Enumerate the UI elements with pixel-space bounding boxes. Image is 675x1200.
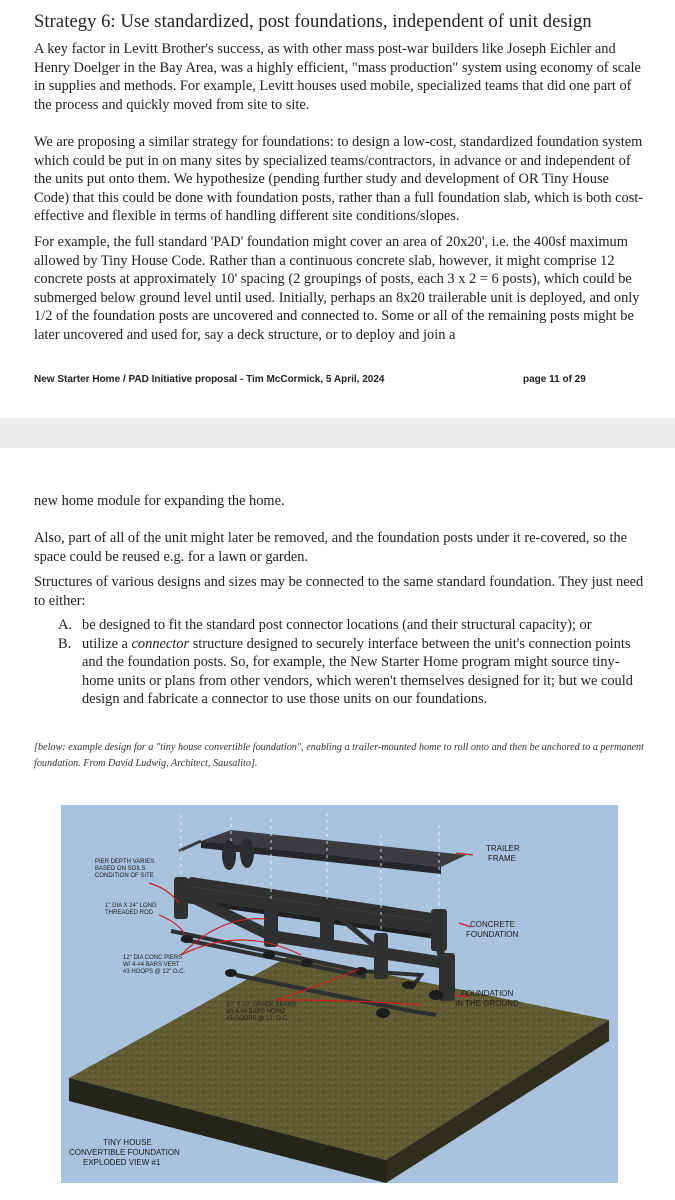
emphasis-connector: connector — [131, 635, 190, 652]
trailer-wheel — [222, 840, 236, 870]
foundation-diagram — [61, 805, 618, 1183]
list-marker: B. — [58, 635, 72, 652]
label-foundation-ground: FOUNDATION IN THE GROUND — [455, 989, 519, 1008]
list-item — [58, 635, 648, 709]
label-trailer-frame: TRAILER FRAME — [486, 844, 520, 863]
label-figure-title: TINY HOUSE CONVERTIBLE FOUNDATION EXPLODED VIEW #1 — [69, 1138, 180, 1167]
label-conc-piers: 12" DIA CONC PIERS W/ 4-#4 BARS VERT #3 HOOPS @ 12" O.C. — [123, 955, 186, 975]
document-page-11 — [0, 0, 675, 418]
list-item-text: be designed to fit the standard post connector locations (and their structural capacity); or — [82, 617, 592, 633]
list-item-text: utilize a connector structure designed to securely interface between the unit's connection points and the foundation posts. So, for example, the New Starter Home program might source tiny-home units or plans from other vendors, which weren't themselves designed for it; but we could design and fabricate a connector to use those units on our foundations. — [82, 635, 633, 707]
label-pier-depth: PIER DEPTH VARIES BASED ON SOILS CONDITION OF SITE — [95, 859, 155, 879]
requirements-list — [58, 616, 648, 709]
list-item — [58, 616, 648, 635]
paragraph-levitt: A key factor in Levitt Brother's success, as with other mass post-war builders like Joseph Eichler and Henry Doelger in the Bay Area, was a highly efficient, "mass production" system using economy of scale in supplies and methods. For example, Levitt houses used mobile, specialized teams that did one part of the process and quickly moved from site to site. — [34, 41, 641, 113]
footer-page-number: page 11 of 29 — [523, 374, 586, 385]
page-separator — [0, 418, 675, 448]
list-marker: A. — [58, 617, 72, 633]
paragraph-example: For example, the full standard 'PAD' foundation might cover an area of 20x20', i.e. the 400sf maximum allowed by Tiny House Code. Rather than a continuous concrete slab, however, it might comprise 12 concrete posts at approximately 10' spacing (2 groupings of posts, each 3 x 2 = 6 posts), which could be submerged below ground level until used. Initially, perhaps an 8x20 trailerable unit is deployed, and only 1/2 of the foundation posts are uncovered and connected to. Some or all of the remaining posts might be later uncovered and used for, say a deck structure, or to deploy and join a — [34, 234, 640, 343]
footer-title: New Starter Home / PAD Initiative proposal - Tim McCormick, 5 April, 2024 — [34, 374, 385, 385]
paragraph-continuation: new home module for expanding the home. — [34, 493, 285, 509]
paragraph-structures: Structures of various designs and sizes may be connected to the same standard foundation. They just need to either: — [34, 574, 644, 609]
paragraph-proposal: We are proposing a similar strategy for foundations: to design a low-cost, standardized foundation system which could be put in on many sites by specialized teams/contractors, in advance or and independent of the units put onto them. We hypothesize (pending further study and development of OR Tiny House Code) that this could be done with foundation posts, rather than a full foundation slab, which is both cost-effective and flexible in terms of handling different site conditions/slopes. — [34, 134, 644, 224]
label-threaded-rod: 1" DIA X 24" LONG THREADED ROD — [105, 903, 157, 916]
label-grade-beams: 10" X 10" GRADE BEAMS W/ 4-#4 BARS HORIZ #3 GOOPS @ 12" O.C. — [226, 1002, 297, 1022]
trailer-wheel — [240, 838, 254, 868]
section-title: Strategy 6: Use standardized, post foundations, independent of unit design — [34, 12, 592, 32]
figure-caption: [below: example design for a "tiny house convertible foundation", enabling a trailer-mounted home to roll onto and then be anchored to a permanent foundation. From David Ludwig, Architect, Sausalito]. — [34, 742, 644, 769]
paragraph-reuse: Also, part of all of the unit might later be removed, and the foundation posts under it re-covered, so the space could be reused e.g. for a lawn or garden. — [34, 530, 628, 565]
label-concrete-foundation: CONCRETE FOUNDATION — [466, 920, 519, 939]
